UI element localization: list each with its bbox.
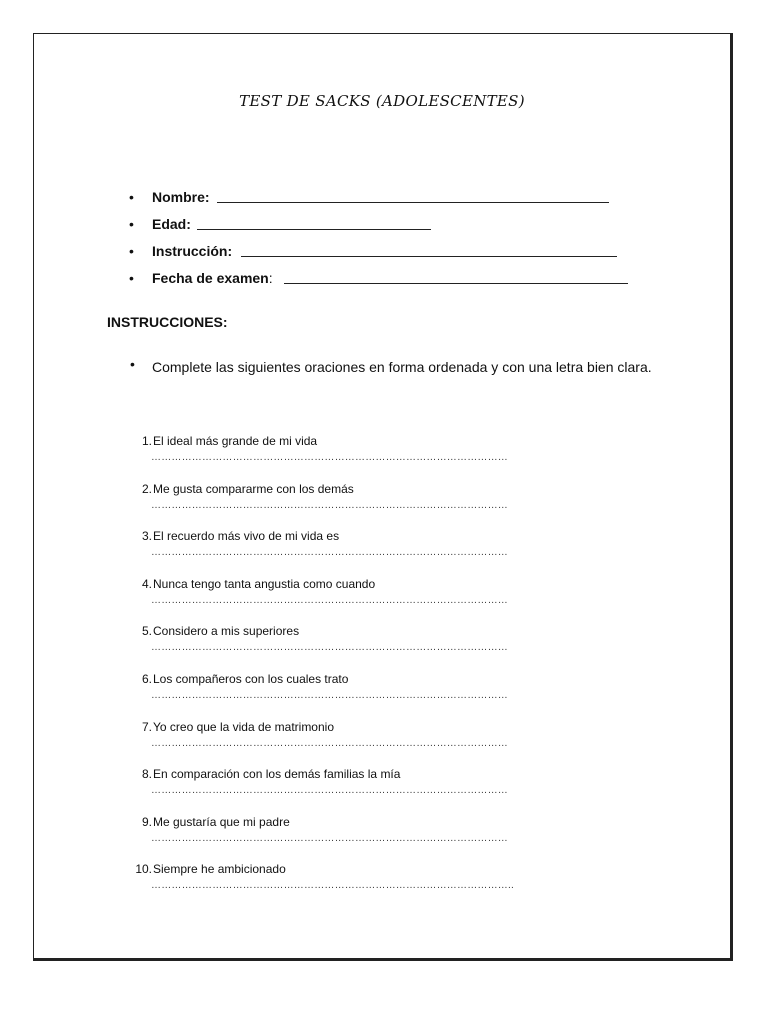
field-exam-date-label: [152, 269, 273, 287]
question-number: 5.: [141, 624, 152, 639]
question-number: 2.: [141, 481, 152, 496]
question-text: El ideal más grande de mi vida: [153, 434, 318, 448]
answer-line[interactable]: ……………………………………………………………………………………………: [151, 689, 508, 701]
field-age-label: Edad:: [152, 216, 191, 232]
document-page: [33, 33, 733, 961]
answer-line[interactable]: ……………………………………………………………………………………………: [151, 499, 508, 511]
field-exam-date-label-text: Fecha de examen: [152, 270, 269, 286]
answer-line[interactable]: ……………………………………………………………………………………………: [151, 547, 508, 559]
question-text: El recuerdo más vivo de mi vida es: [153, 529, 340, 544]
question-number: 10.: [135, 862, 152, 877]
question-text: Considero a mis superiores: [153, 624, 300, 639]
question-text: Los compañeros con los cuales trato: [153, 671, 349, 686]
question-number: 3.: [141, 529, 152, 544]
field-exam-date-line[interactable]: [284, 283, 628, 284]
question-number: 9.: [141, 814, 152, 829]
question-number: 4.: [141, 576, 152, 591]
bullet-icon: •: [129, 243, 134, 259]
bullet-icon: •: [129, 270, 134, 286]
question-text: Me gusta compararme con los demás: [153, 481, 354, 496]
answer-line[interactable]: ……………………………………………………………………………………………..: [151, 880, 514, 892]
bullet-icon: •: [129, 216, 134, 232]
field-name-label: Nombre:: [152, 189, 210, 205]
question-number: 6.: [141, 671, 152, 686]
field-exam-date-colon: :: [268, 270, 273, 286]
question-number: 1.: [141, 434, 152, 448]
question-text: Yo creo que la vida de matrimonio: [153, 719, 334, 734]
bullet-icon: •: [130, 356, 135, 372]
question-text: Nunca tengo tanta angustia como cuando: [153, 576, 376, 591]
instructions-heading: INSTRUCCIONES:: [107, 314, 228, 330]
question-text: Me gustaría que mi padre: [153, 814, 290, 829]
field-education-label: Instrucción:: [152, 243, 233, 259]
field-age-line[interactable]: [197, 229, 431, 230]
answer-line[interactable]: ……………………………………………………………………………………………: [151, 737, 508, 749]
document-title: TEST DE SACKS (ADOLESCENTES): [239, 92, 525, 110]
answer-line[interactable]: ……………………………………………………………………………………………: [151, 832, 508, 844]
answer-line[interactable]: ……………………………………………………………………………………………: [151, 594, 508, 606]
question-text: Siempre he ambicionado: [153, 862, 286, 877]
bullet-icon: •: [129, 189, 134, 205]
answer-line[interactable]: ……………………………………………………………………………………………: [151, 785, 508, 797]
field-name-line[interactable]: [217, 202, 609, 203]
answer-line[interactable]: ……………………………………………………………………………………………: [151, 452, 508, 463]
question-number: 7.: [141, 719, 152, 734]
answer-line[interactable]: ……………………………………………………………………………………………: [151, 642, 508, 654]
instructions-text: Complete las siguientes oraciones en forma ordenada y con una letra bien clara.: [152, 359, 652, 375]
field-education-line[interactable]: [241, 256, 617, 257]
question-text: En comparación con los demás familias la mía: [153, 767, 401, 782]
question-number: 8.: [141, 767, 152, 782]
